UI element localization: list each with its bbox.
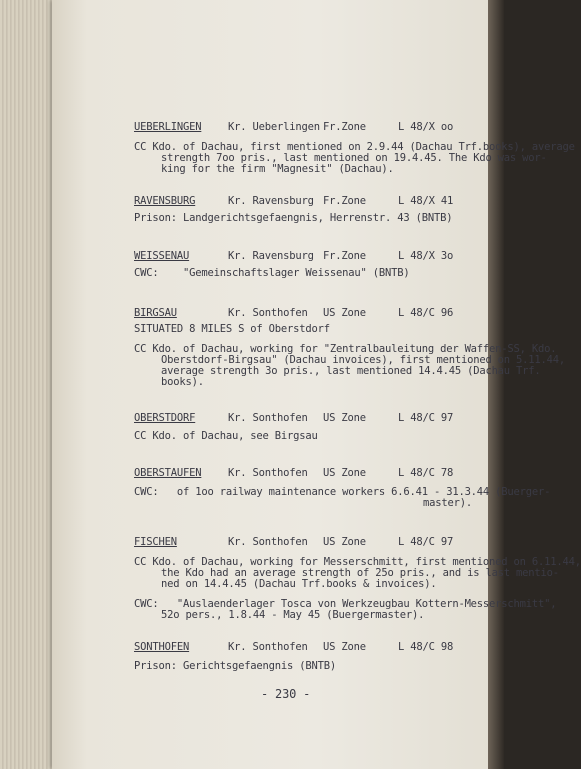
entry-text-line: CC Kdo. of Dachau, working for Messerschmitt, first mentioned on 6.11.44, [134, 556, 581, 568]
entry-text-line: king for the firm "Magnesit" (Dachau). [161, 163, 394, 175]
entry-text-line: CWC: "Auslaenderlager Tosca von Werkzeugbau Kottern-Messerschmitt", [134, 598, 557, 610]
entry-place: OBERSTAUFEN [134, 467, 202, 479]
entry-ref: L 48/X 41 [398, 195, 454, 207]
entry-zone: US Zone [323, 412, 366, 424]
book-spine [488, 0, 504, 769]
entry-ref: L 48/C 97 [398, 536, 454, 548]
page-number: - 230 - [261, 687, 311, 701]
entry-text-line: CC Kdo. of Dachau, see Birgsau [134, 430, 318, 442]
entry-kreis: Kr. Sonthofen [228, 307, 308, 319]
entry-text-line: CWC: of 1oo railway maintenance workers 6.6.41 - 31.3.44 (Buerger- [134, 486, 551, 498]
entry-text-line: CC Kdo. of Dachau, working for "Zentralbauleitung der Waffen-SS, Kdo. [134, 343, 557, 355]
entry-place: UEBERLINGEN [134, 121, 202, 133]
entry-text-line: master). [423, 497, 472, 509]
entry-text-line: Prison: Gerichtsgefaengnis (BNTB) [134, 660, 337, 672]
entry-place: SONTHOFEN [134, 641, 190, 653]
entry-text-line: CWC: "Gemeinschaftslager Weissenau" (BNTB) [134, 267, 410, 279]
entry-zone: US Zone [323, 307, 366, 319]
entry-text-line: Oberstdorf-Birgsau" (Dachau invoices), first mentioned on 5.11.44, [161, 354, 566, 366]
entry-text-line: 52o pers., 1.8.44 - May 45 (Buergermaster). [161, 609, 425, 621]
entry-zone: Fr.Zone [323, 250, 366, 262]
entry-ref: L 48/C 97 [398, 412, 454, 424]
entry-ref: L 48/X oo [398, 121, 454, 133]
entry-text-line: SITUATED 8 MILES S of Oberstdorf [134, 323, 330, 335]
entry-place: RAVENSBURG [134, 195, 196, 207]
entry-place: WEISSENAU [134, 250, 190, 262]
entry-zone: US Zone [323, 467, 366, 479]
entry-ref: L 48/C 78 [398, 467, 454, 479]
entry-zone: US Zone [323, 536, 366, 548]
entry-text-line: CC Kdo. of Dachau, first mentioned on 2.9.44 (Dachau Trf.books), average [134, 141, 575, 153]
entry-ref: L 48/X 3o [398, 250, 454, 262]
entry-kreis: Kr. Ravensburg [228, 250, 314, 262]
entry-place: BIRGSAU [134, 307, 177, 319]
entry-text-line: Prison: Landgerichtsgefaengnis, Herrenstr. 43 (BNTB) [134, 212, 453, 224]
entry-place: FISCHEN [134, 536, 177, 548]
entry-text-line: the Kdo had an average strength of 25o pris., and is last mentio- [161, 567, 559, 579]
entry-zone: US Zone [323, 641, 366, 653]
entry-zone: Fr.Zone [323, 195, 366, 207]
entry-kreis: Kr. Ravensburg [228, 195, 314, 207]
document-page [52, 0, 492, 769]
entry-kreis: Kr. Ueberlingen [228, 121, 320, 133]
entry-text-line: strength 7oo pris., last mentioned on 19.4.45. The Kdo was wor- [161, 152, 547, 164]
entry-ref: L 48/C 96 [398, 307, 454, 319]
entry-text-line: ned on 14.4.45 (Dachau Trf.books & invoices). [161, 578, 437, 590]
entry-text-line: books). [161, 376, 204, 388]
entry-text-line: average strength 3o pris., last mentioned 14.4.45 (Dachau Trf. [161, 365, 541, 377]
entry-kreis: Kr. Sonthofen [228, 412, 308, 424]
entry-kreis: Kr. Sonthofen [228, 467, 308, 479]
entry-place: OBERSTDORF [134, 412, 196, 424]
entry-kreis: Kr. Sonthofen [228, 536, 308, 548]
entry-ref: L 48/C 98 [398, 641, 454, 653]
entry-zone: Fr.Zone [323, 121, 366, 133]
entry-kreis: Kr. Sonthofen [228, 641, 308, 653]
